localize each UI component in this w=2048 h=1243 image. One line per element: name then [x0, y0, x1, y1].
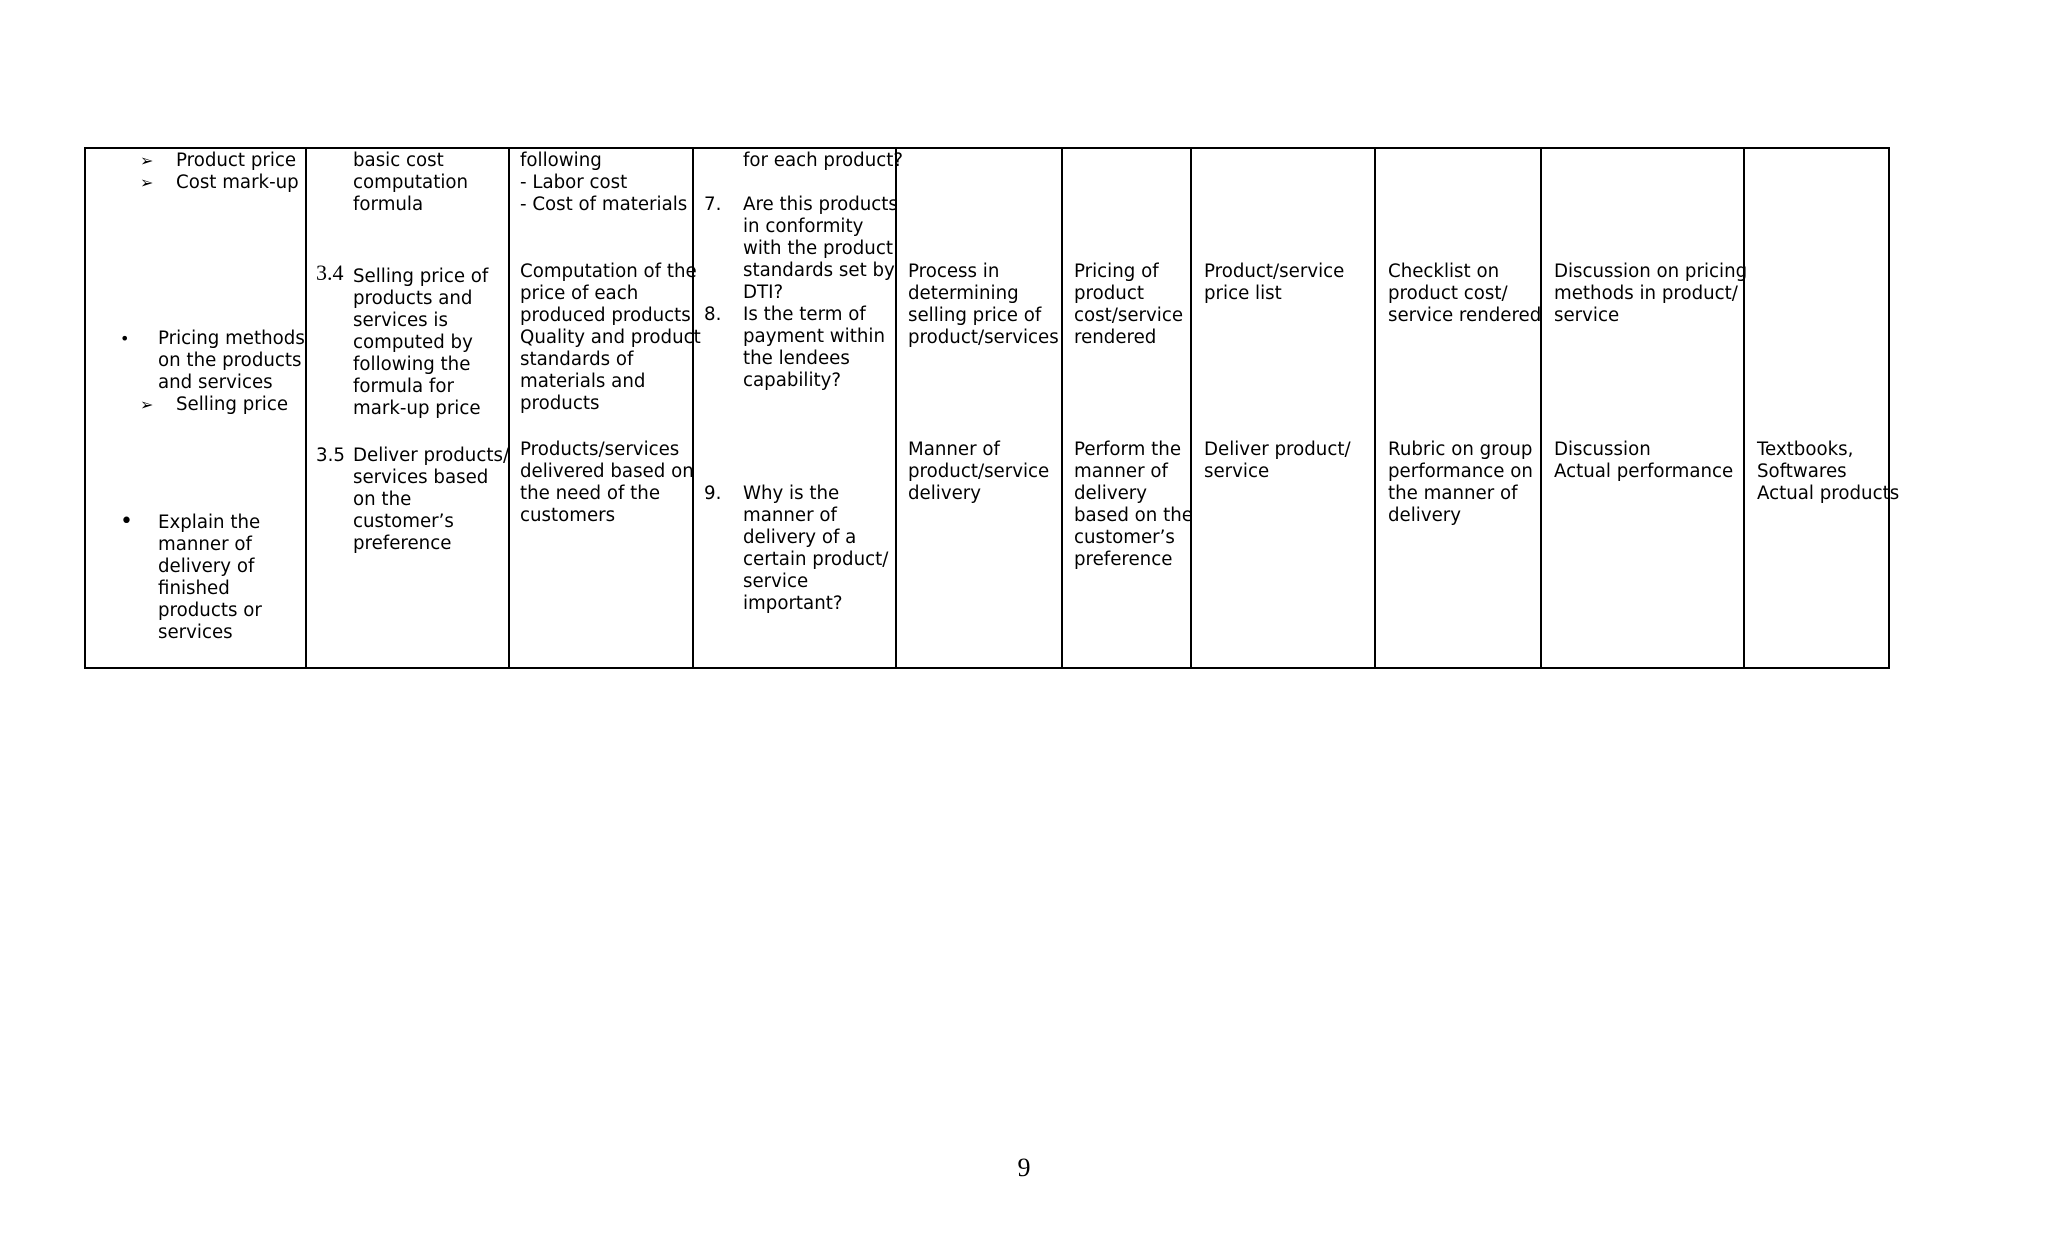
- column-divider: [895, 147, 897, 669]
- product-text-line: price list: [1204, 283, 1282, 304]
- sub-item-selling-price: Selling price: [176, 394, 289, 415]
- question-number: 7.: [704, 194, 722, 215]
- content-text-line: customers: [520, 505, 616, 526]
- sub-item-cost-markup: Cost mark-up: [176, 172, 299, 193]
- content-text-line: standards of: [520, 349, 634, 370]
- objective-text-line: services is: [353, 310, 448, 331]
- item-explain-line: products or: [158, 600, 262, 621]
- question-text-line: delivery of a: [743, 527, 857, 548]
- bullet-icon: •: [120, 509, 133, 534]
- column-divider: [1374, 147, 1376, 669]
- content-text-line: materials and: [520, 371, 646, 392]
- performance-text-line: manner of: [1074, 461, 1168, 482]
- item-pricing-line: on the products: [158, 350, 302, 371]
- objective-text-line: on the: [353, 489, 412, 510]
- assessment-text-line: Rubric on group: [1388, 439, 1533, 460]
- objective-text-line: formula: [353, 194, 424, 215]
- question-text-line: manner of: [743, 505, 837, 526]
- performance-text-line: product: [1074, 283, 1144, 304]
- objective-text-line: preference: [353, 533, 452, 554]
- process-text-line: product/services: [908, 327, 1059, 348]
- content-text-line: delivered based on: [520, 461, 694, 482]
- content-text-line: produced products: [520, 305, 691, 326]
- question-number: 9.: [704, 483, 722, 504]
- objective-text-line: mark-up price: [353, 398, 481, 419]
- question-text-line: for each product?: [743, 150, 904, 171]
- performance-text-line: Pricing of: [1074, 261, 1159, 282]
- process-text-line: product/service: [908, 461, 1050, 482]
- assessment-text-line: the manner of: [1388, 483, 1518, 504]
- assessment-text-line: product cost/: [1388, 283, 1508, 304]
- product-text-line: Product/service: [1204, 261, 1345, 282]
- column-divider: [1190, 147, 1192, 669]
- item-explain-line: finished: [158, 578, 230, 599]
- question-text-line: standards set by: [743, 260, 895, 281]
- method-text-line: Discussion: [1554, 439, 1651, 460]
- page-number: 9: [1017, 1153, 1031, 1182]
- content-text-line: products: [520, 393, 600, 414]
- question-text-line: service: [743, 571, 809, 592]
- content-text-line: price of each: [520, 283, 639, 304]
- question-text-line: Is the term of: [743, 304, 866, 325]
- product-text-line: Deliver product/: [1204, 439, 1351, 460]
- objective-number: 3.4: [316, 260, 344, 285]
- resource-text-line: Softwares: [1757, 461, 1847, 482]
- column-divider: [1061, 147, 1063, 669]
- content-text-line: Computation of the: [520, 261, 697, 282]
- content-text-line: following: [520, 150, 602, 171]
- question-text-line: Why is the: [743, 483, 840, 504]
- assessment-text-line: service rendered: [1388, 305, 1542, 326]
- content-text-line: - Cost of materials: [520, 194, 688, 215]
- content-text-line: - Labor cost: [520, 172, 628, 193]
- arrow-bullet-icon: ➢: [140, 395, 154, 414]
- objective-text-line: products and: [353, 288, 473, 309]
- column-divider: [692, 147, 694, 669]
- objective-number: 3.5: [316, 445, 345, 466]
- process-text-line: delivery: [908, 483, 982, 504]
- method-text-line: Actual performance: [1554, 461, 1734, 482]
- content-text-line: the need of the: [520, 483, 661, 504]
- objective-text-line: customer’s: [353, 511, 454, 532]
- product-text-line: service: [1204, 461, 1270, 482]
- question-number: 8.: [704, 304, 722, 325]
- question-text-line: important?: [743, 593, 843, 614]
- assessment-text-line: performance on: [1388, 461, 1533, 482]
- performance-text-line: delivery: [1074, 483, 1148, 504]
- column-divider: [508, 147, 510, 669]
- performance-text-line: customer’s: [1074, 527, 1175, 548]
- question-text-line: Are this products: [743, 194, 898, 215]
- arrow-bullet-icon: ➢: [140, 173, 154, 192]
- objective-text-line: following the: [353, 354, 471, 375]
- question-text-line: DTI?: [743, 282, 784, 303]
- arrow-bullet-icon: ➢: [140, 151, 154, 170]
- objective-text-line: computed by: [353, 332, 473, 353]
- objective-text-line: computation: [353, 172, 469, 193]
- assessment-text-line: Checklist on: [1388, 261, 1500, 282]
- resource-text-line: Actual products: [1757, 483, 1900, 504]
- objective-text-line: formula for: [353, 376, 454, 397]
- objective-text-line: services based: [353, 467, 489, 488]
- column-divider: [1540, 147, 1542, 669]
- column-divider: [1743, 147, 1745, 669]
- performance-text-line: Perform the: [1074, 439, 1182, 460]
- question-text-line: the lendees: [743, 348, 850, 369]
- resource-text-line: Textbooks,: [1757, 439, 1854, 460]
- process-text-line: Manner of: [908, 439, 1000, 460]
- question-text-line: with the product: [743, 238, 893, 259]
- performance-text-line: preference: [1074, 549, 1173, 570]
- performance-text-line: rendered: [1074, 327, 1157, 348]
- process-text-line: determining: [908, 283, 1019, 304]
- bullet-icon: •: [120, 329, 130, 348]
- objective-text-line: basic cost: [353, 150, 444, 171]
- item-explain-line: delivery of: [158, 556, 255, 577]
- question-text-line: certain product/: [743, 549, 889, 570]
- content-text-line: Quality and product: [520, 327, 701, 348]
- item-explain-line: services: [158, 622, 233, 643]
- question-text-line: payment within: [743, 326, 885, 347]
- item-pricing-line: Pricing methods: [158, 328, 305, 349]
- column-divider: [305, 147, 307, 669]
- method-text-line: service: [1554, 305, 1620, 326]
- question-text-line: in conformity: [743, 216, 864, 237]
- method-text-line: Discussion on pricing: [1554, 261, 1748, 282]
- process-text-line: Process in: [908, 261, 1000, 282]
- objective-text-line: Deliver products/: [353, 445, 510, 466]
- content-text-line: Products/services: [520, 439, 680, 460]
- method-text-line: methods in product/: [1554, 283, 1738, 304]
- sub-item-product-price: Product price: [176, 150, 297, 171]
- question-text-line: capability?: [743, 370, 842, 391]
- item-explain-line: Explain the: [158, 512, 261, 533]
- item-explain-line: manner of: [158, 534, 252, 555]
- performance-text-line: based on the: [1074, 505, 1193, 526]
- objective-text-line: Selling price of: [353, 266, 489, 287]
- item-pricing-line: and services: [158, 372, 273, 393]
- process-text-line: selling price of: [908, 305, 1042, 326]
- performance-text-line: cost/service: [1074, 305, 1184, 326]
- assessment-text-line: delivery: [1388, 505, 1462, 526]
